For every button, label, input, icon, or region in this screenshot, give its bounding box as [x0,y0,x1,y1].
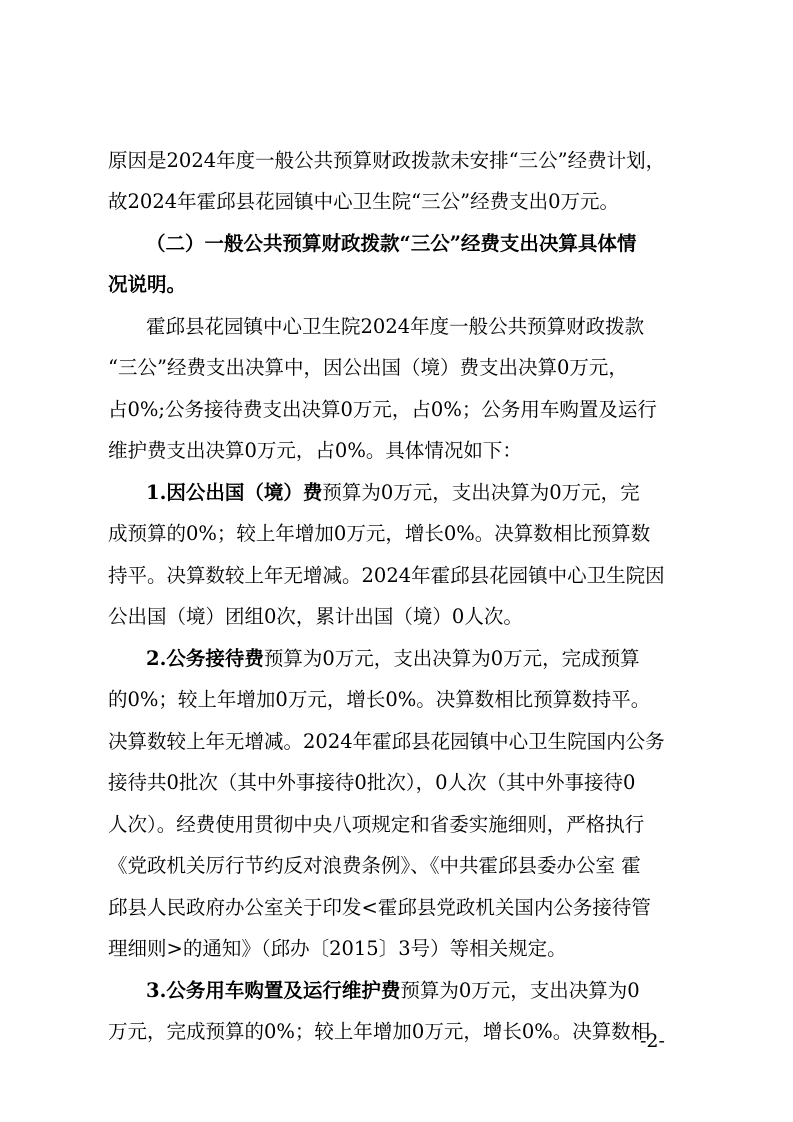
text-line: 故2024年霍邱县花园镇中心卫生院“三公”经费支出0万元。 [108,190,619,213]
text-line: 决算数较上年无增减。2024年霍邱县花园镇中心卫生院国内公务 [108,730,665,753]
item-2-line [146,644,688,674]
text-line: 维护费支出决算0万元，占0%。具体情况如下： [108,439,522,462]
item-1-title: 1.因公出国（境）费 [146,481,323,504]
text-line: “三公”经费支出决算中，因公出国（境）费支出决算0万元， [108,356,628,379]
text-line: 《党政机关厉行节约反对浪费条例》、《中共霍邱县委办公室 霍 [108,854,641,877]
item-1-line [146,478,688,508]
text-line: 霍邱县花园镇中心卫生院2024年度一般公共预算财政拨款 [146,315,645,338]
text-line: 万元，完成预算的0%；较上年增加0万元，增长0%。决算数相 [108,1020,651,1043]
page-number: -2- [640,1030,665,1052]
text-line: 占0%;公务接待费支出决算0万元，占0%；公务用车购置及运行 [108,398,657,421]
text-line: 理细则>的通知》（邱办〔2015〕3号）等相关规定。 [108,937,567,960]
item-3-title: 3.公务用车购置及运行维护费 [146,979,401,1002]
text-line: 邱县人民政府办公室关于印发<霍邱县党政机关国内公务接待管 [108,896,651,919]
text-line: 原因是2024年度一般公共预算财政拨款未安排“三公”经费计划， [108,149,666,172]
text-line: 持平。决算数较上年无增减。2024年霍邱县花园镇中心卫生院因 [108,564,665,587]
item-2-text: 预算为0万元，支出决算为0万元，完成预算 [263,647,640,670]
section-heading: （二）一般公共预算财政拨款“三公”经费支出决算具体情 [146,232,637,255]
item-2-title: 2.公务接待费 [146,647,264,670]
text-line: 人次）。经费使用贯彻中央八项规定和省委实施细则，严格执行 [108,813,645,836]
item-1-text: 预算为0万元，支出决算为0万元，完 [322,481,640,504]
text-line: 接待共0批次（其中外事接待0批次），0人次（其中外事接待0 [108,771,636,794]
text-line: 成预算的0%；较上年增加0万元，增长0%。决算数相比预算数 [108,522,651,545]
text-line: 公出国（境）团组0次，累计出国（境）0人次。 [108,605,523,628]
item-3-line [146,976,688,1006]
text-line: 的0%；较上年增加0万元，增长0%。决算数相比预算数持平。 [108,688,651,711]
item-3-text: 预算为0万元，支出决算为0 [400,979,640,1002]
section-heading-continued: 况说明。 [108,273,187,296]
